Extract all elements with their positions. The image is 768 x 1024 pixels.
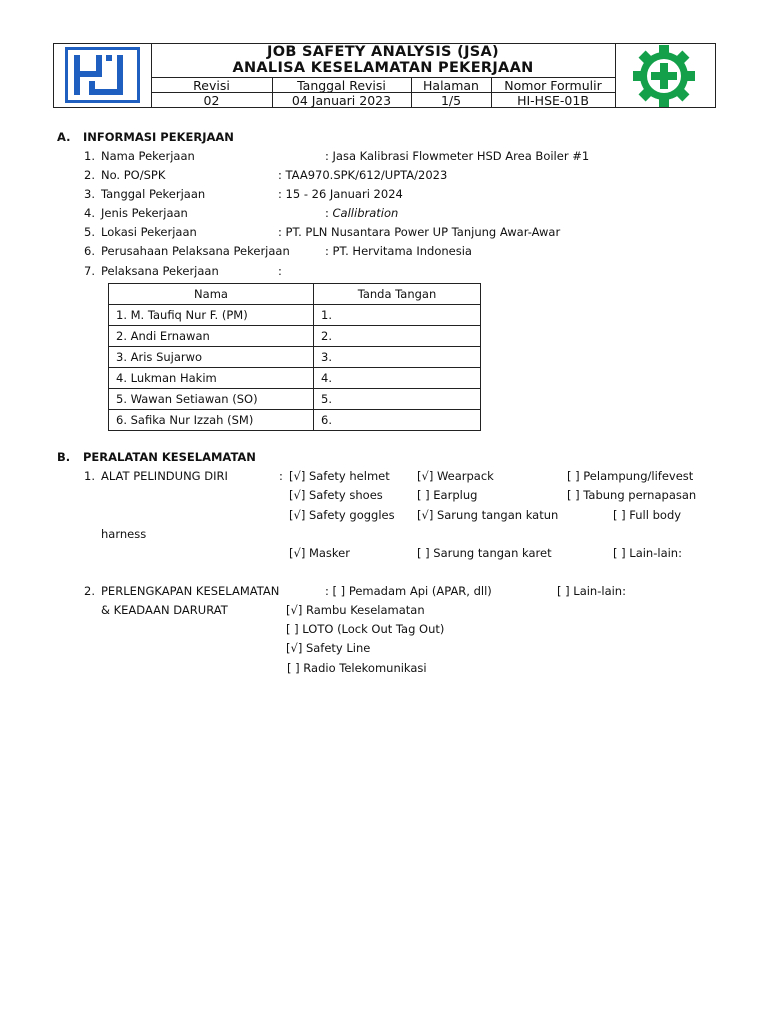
header-nama: Nama [109, 284, 314, 305]
company-label: Perusahaan Pelaksana Pekerjaan [101, 244, 290, 258]
worker-name: 3. Aris Sujarwo [109, 347, 314, 368]
item-number: 1. [84, 469, 95, 483]
divider [615, 44, 616, 107]
po-spk-label: No. PO/SPK [101, 168, 166, 182]
job-type-colon: : [325, 206, 333, 220]
emergency-other: [ ] Lain-lain: [557, 584, 626, 598]
table-row [109, 410, 481, 431]
section-a-heading: INFORMASI PEKERJAAN [83, 130, 234, 144]
ppe-wearpack: [√] Wearpack [417, 469, 494, 483]
header-tanda-tangan: Tanda Tangan [314, 284, 481, 305]
ppe-harness-wrap: harness [101, 527, 147, 541]
signature-cell: 4. [314, 368, 481, 389]
signature-cell: 3. [314, 347, 481, 368]
val-nomor-formulir: HI-HSE-01B [517, 93, 589, 108]
emergency-safety-signs: [√] Rambu Keselamatan [286, 603, 425, 617]
item-number: 7. [84, 264, 95, 278]
table-row [109, 389, 481, 410]
table-row [109, 368, 481, 389]
col-revisi: Revisi [193, 78, 230, 93]
item-number: 1. [84, 149, 95, 163]
item-number: 4. [84, 206, 95, 220]
signature-cell: 1. [314, 305, 481, 326]
workers-label: Pelaksana Pekerjaan [101, 264, 219, 278]
emergency-label-line2: & KEADAAN DARURAT [101, 603, 228, 617]
workers-colon: : [278, 264, 282, 278]
ppe-full-body: [ ] Full body [613, 508, 682, 522]
signature-cell: 2. [314, 326, 481, 347]
item-number: 5. [84, 225, 95, 239]
emergency-radio: [ ] Radio Telekomunikasi [287, 661, 427, 675]
workers-table [108, 283, 481, 431]
company-value: : PT. Hervitama Indonesia [325, 244, 472, 258]
ppe-safety-helmet: [√] Safety helmet [289, 469, 390, 483]
emergency-loto: [ ] LOTO (Lock Out Tag Out) [286, 622, 445, 636]
val-halaman: 1/5 [440, 93, 462, 108]
emergency-safety-line: [√] Safety Line [286, 641, 371, 655]
emergency-label-line1: PERLENGKAPAN KESELAMATAN [101, 584, 280, 598]
ppe-breathing-tank: [ ] Tabung pernapasan [567, 488, 697, 502]
job-location-value: : PT. PLN Nusantara Power UP Tanjung Awar-Awar [278, 225, 561, 239]
company-logo-icon [65, 47, 140, 103]
table-header-row [109, 284, 481, 305]
job-type-italic: Callibration [332, 206, 399, 220]
ppe-colon: : [279, 469, 283, 483]
worker-name: 4. Lukman Hakim [109, 368, 314, 389]
ppe-rubber-gloves: [ ] Sarung tangan karet [417, 546, 552, 560]
job-name-label: Nama Pekerjaan [101, 149, 195, 163]
po-spk-value: : TAA970.SPK/612/UPTA/2023 [278, 168, 448, 182]
signature-cell: 6. [314, 410, 481, 431]
section-b-heading: PERALATAN KESELAMATAN [83, 450, 256, 464]
col-nomor-formulir: Nomor Formulir [504, 78, 602, 93]
ppe-other: [ ] Lain-lain: [613, 546, 682, 560]
ppe-earplug: [ ] Earplug [417, 488, 478, 502]
job-location-label: Lokasi Pekerjaan [101, 225, 197, 239]
ppe-cotton-gloves: [√] Sarung tangan katun [417, 508, 559, 522]
ppe-safety-shoes: [√] Safety shoes [289, 488, 383, 502]
ppe-label: ALAT PELINDUNG DIRI [101, 469, 228, 483]
document-header [53, 43, 716, 108]
ppe-lifevest: [ ] Pelampung/lifevest [567, 469, 694, 483]
col-halaman: Halaman [423, 78, 479, 93]
worker-name: 6. Safika Nur Izzah (SM) [109, 410, 314, 431]
ppe-safety-goggles: [√] Safety goggles [289, 508, 395, 522]
worker-name: 2. Andi Ernawan [109, 326, 314, 347]
job-date-label: Tanggal Pekerjaan [101, 187, 206, 201]
table-row [109, 305, 481, 326]
worker-name: 5. Wawan Setiawan (SO) [109, 389, 314, 410]
job-date-value: : 15 - 26 Januari 2024 [278, 187, 403, 201]
job-type-label: Jenis Pekerjaan [101, 206, 188, 220]
k3-gear-cross-icon [628, 44, 700, 108]
ppe-masker: [√] Masker [289, 546, 350, 560]
signature-cell: 5. [314, 389, 481, 410]
item-number: 6. [84, 244, 95, 258]
document-subtitle: ANALISA KESELAMATAN PEKERJAAN [232, 60, 534, 76]
worker-name: 1. M. Taufiq Nur F. (PM) [109, 305, 314, 326]
table-row [109, 326, 481, 347]
job-name-value: : Jasa Kalibrasi Flowmeter HSD Area Boiler #1 [325, 149, 590, 163]
item-number: 3. [84, 187, 95, 201]
table-row [109, 347, 481, 368]
item-number: 2. [84, 584, 95, 598]
val-revisi: 02 [203, 93, 220, 108]
section-b-number: B. [57, 450, 71, 464]
col-tanggal-revisi: Tanggal Revisi [297, 78, 386, 93]
job-type-value [325, 206, 398, 220]
item-number: 2. [84, 168, 95, 182]
section-a-number: A. [57, 130, 71, 144]
document-title: JOB SAFETY ANALYSIS (JSA) [267, 44, 499, 60]
emergency-fire-extinguisher: : [ ] Pemadam Api (APAR, dll) [325, 584, 492, 598]
val-tanggal-revisi: 04 Januari 2023 [291, 93, 392, 108]
